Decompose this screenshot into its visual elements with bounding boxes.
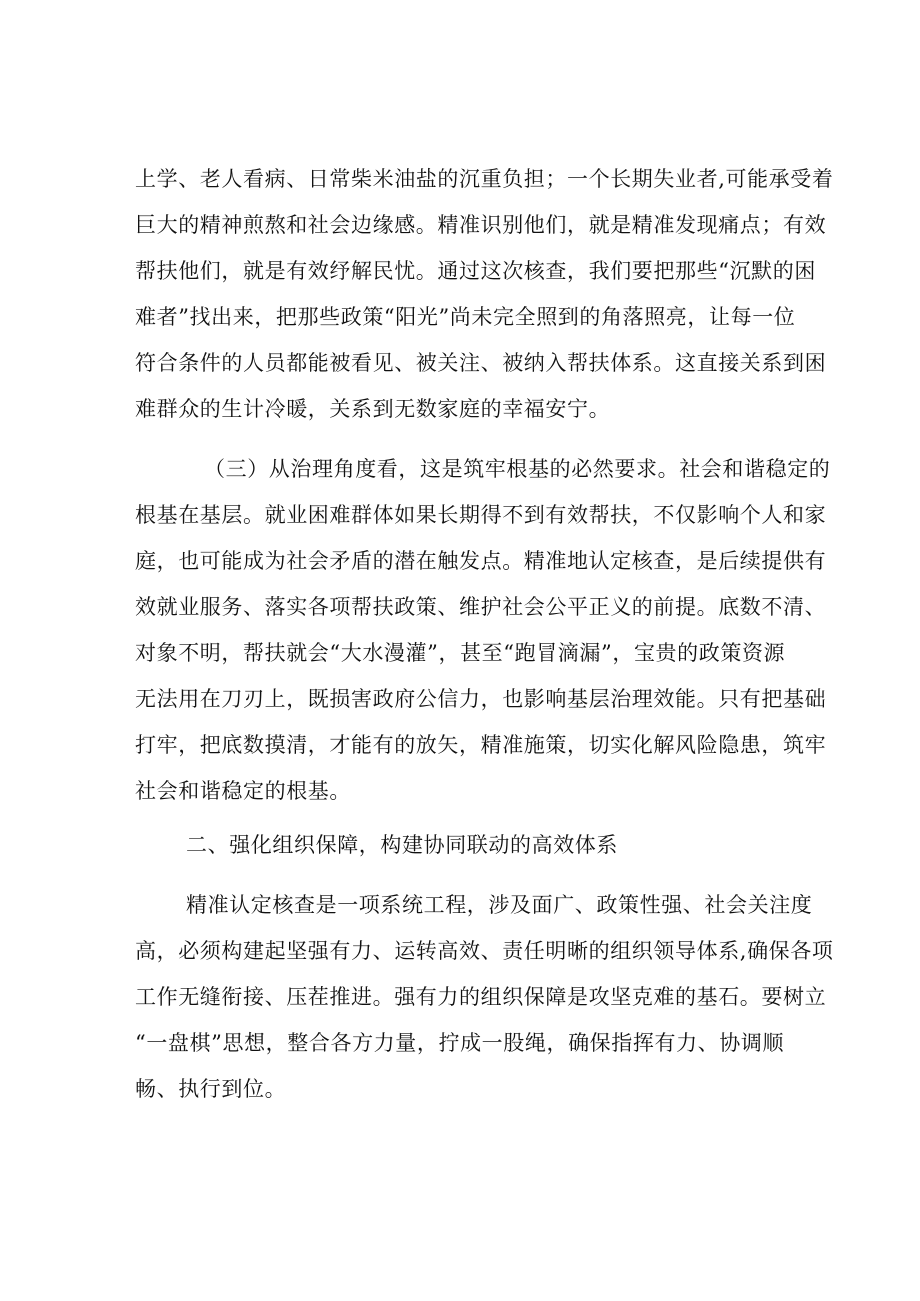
- paragraph-1-line-1: 上学、老人看病、日常柴米油盐的沉重负担；一个长期失业者,可能承受着: [135, 167, 834, 191]
- paragraph-3-line-5: 畅、执行到位。: [135, 1077, 287, 1101]
- paragraph-1-line-2: 巨大的精神煎熬和社会边缘感。精准识别他们，就是精准发现痛点；有效: [135, 213, 827, 237]
- section-heading: 二、强化组织保障，构建协同联动的高效体系: [186, 833, 618, 857]
- paragraph-2-line-4: 效就业服务、落实各项帮扶政策、维护社会公平正义的前提。底数不清、: [135, 595, 827, 619]
- paragraph-2-line-1: （三）从治理角度看，这是筑牢根基的必然要求。社会和谐稳定的: [204, 457, 831, 481]
- paragraph-1-line-4: 难者”找出来，把那些政策“阳光”尚未完全照到的角落照亮，让每一位: [135, 305, 796, 329]
- paragraph-2-line-7: 打牢，把底数摸清，才能有的放矢，精准施策，切实化解风险隐患，筑牢: [135, 733, 827, 757]
- paragraph-2-line-2: 根基在基层。就业困难群体如果长期得不到有效帮扶，不仅影响个人和家: [135, 503, 827, 527]
- paragraph-1-line-6: 难群众的生计冷暖，关系到无数家庭的幸福安宁。: [135, 397, 611, 421]
- paragraph-2-line-3: 庭，也可能成为社会矛盾的潜在触发点。精准地认定核查，是后续提供有: [135, 549, 827, 573]
- paragraph-2-line-8: 社会和谐稳定的根基。: [135, 779, 351, 803]
- paragraph-1-line-3: 帮扶他们，就是有效纾解民忧。通过这次核查，我们要把那些“沉默的困: [135, 259, 816, 283]
- paragraph-2-line-5: 对象不明，帮扶就会“大水漫灌”，甚至“跑冒滴漏”，宝贵的政策资源: [135, 641, 786, 665]
- paragraph-1-line-5: 符合条件的人员都能被看见、被关注、被纳入帮扶体系。这直接关系到困: [135, 351, 827, 375]
- paragraph-3-line-1: 精准认定核查是一项系统工程，涉及面广、政策性强、社会关注度: [186, 893, 813, 917]
- paragraph-3-line-3: 工作无缝衔接、压茬推进。强有力的组织保障是攻坚克难的基石。要树立: [135, 985, 827, 1009]
- paragraph-3-line-4: “一盘棋”思想，整合各方力量，拧成一股绳，确保指挥有力、协调顺: [135, 1031, 785, 1055]
- paragraph-2-line-6: 无法用在刀刃上，既损害政府公信力，也影响基层治理效能。只有把基础: [135, 687, 827, 711]
- paragraph-3-line-2: 高，必须构建起坚强有力、运转高效、责任明晰的组织领导体系,确保各项: [135, 939, 834, 963]
